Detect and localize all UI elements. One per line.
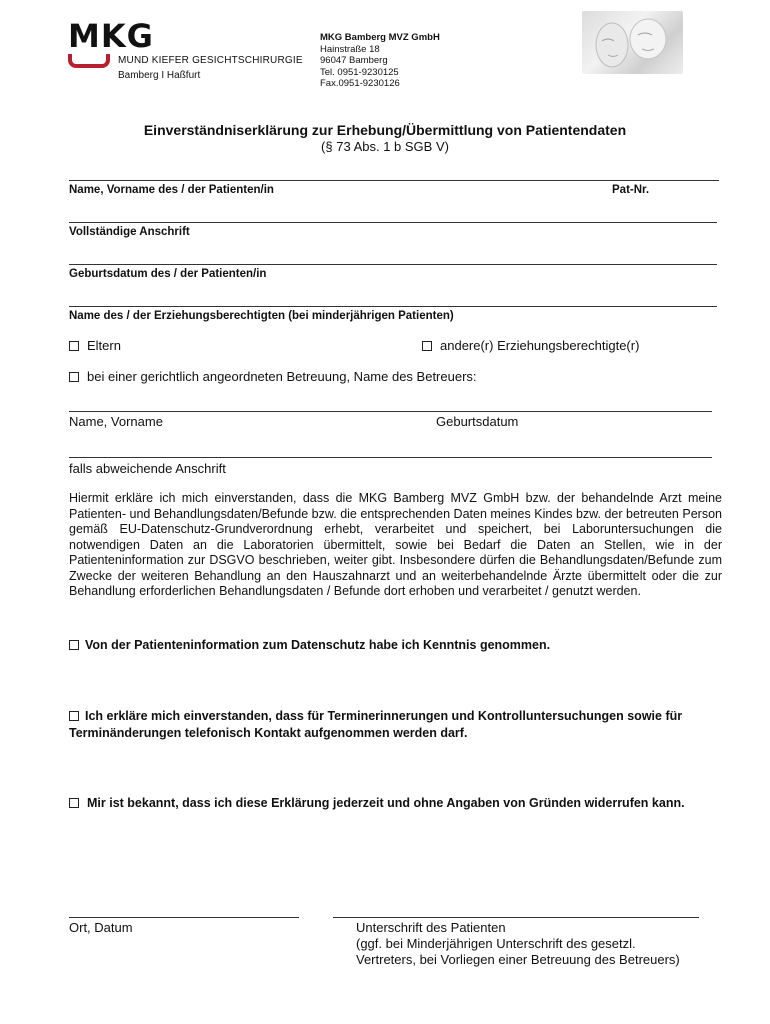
checkbox-phone-contact[interactable] [69,711,79,721]
statement-phone-contact[interactable] [69,708,729,742]
option-court-label: bei einer gerichtlich angeordneten Betreuung, Name des Betreuers: [87,369,477,384]
company-name: MKG Bamberg MVZ GmbH [320,32,440,43]
place-date-line[interactable] [69,917,299,918]
option-other-guardian[interactable] [422,338,639,353]
caretaker-address-line[interactable] [69,457,712,458]
address-label: Vollständige Anschrift [69,226,190,238]
option-court[interactable] [69,369,477,384]
signature-block [356,920,680,968]
checkbox-parents[interactable] [69,341,79,351]
place-date-label: Ort, Datum [69,920,133,935]
patient-name-label: Name, Vorname des / der Patienten/in [69,184,274,196]
guardian-label: Name des / der Erziehungsberechtigten (bei minderjährigen Patienten) [69,310,454,322]
statement-revocation-text: Mir ist bekannt, dass ich diese Erklärung jederzeit und ohne Angaben von Gründen widerrufen kann. [87,796,685,810]
patient-name-line[interactable] [69,180,719,181]
statement-phone-contact-text: Ich erkläre mich einverstanden, dass für Terminerinnerungen und Kontrolluntersuchungen sowie für Terminänderungen telefonisch Kontakt aufgenommen werden darf. [69,709,683,740]
signature-note-2: Vertreters, bei Vorliegen einer Betreuung des Betreuers) [356,952,680,967]
birthdate-label: Geburtsdatum des / der Patienten/in [69,268,267,280]
mkg-logo [68,17,303,90]
checkbox-other-guardian[interactable] [422,341,432,351]
option-other-guardian-label: andere(r) Erziehungsberechtigte(r) [440,338,640,353]
company-street: Hainstraße 18 [320,43,380,55]
caretaker-name-line[interactable] [69,411,712,412]
statement-revocation[interactable] [69,795,729,812]
logo-subtitle: MUND KIEFER GESICHTSCHIRURGIE [118,55,303,66]
company-address [320,32,440,90]
company-city: 96047 Bamberg [320,55,388,66]
checkbox-court[interactable] [69,372,79,382]
company-tel: Tel. 0951-9230125 [320,66,399,78]
signature-label: Unterschrift des Patienten [356,920,506,935]
statement-privacy-info-text: Von der Patienteninformation zum Datenschutz habe ich Kenntnis genommen. [85,638,551,652]
statement-privacy-info[interactable] [69,637,729,654]
caretaker-address-label: falls abweichende Anschrift [69,461,226,476]
company-fax: Fax.0951-9230126 [320,78,400,89]
birthdate-line[interactable] [69,264,717,265]
caretaker-birthdate-label: Geburtsdatum [436,414,519,429]
consent-paragraph: Hiermit erkläre ich mich einverstanden, dass die MKG Bamberg MVZ GmbH bzw. der behandelnde Arzt meine Patienten- und Behandlungsdaten/Befunde bzw. die entsprechenden Daten meines Kindes bzw. der betreuten Person gemäß EU-Datenschutz-Grundverordnung erhebt, verarbeitet und speichert, bei Laboruntersuchungen die notwendigen Daten an die Laboratorien übermittelt, sowie bei Bedarf die Daten an Stellen, wie in der Patienteninformation zur DSGVO beschrieben, weiter gibt. Insbesondere dürfen die Behandlungsdaten/Befunde zum Zwecke der weiteren Behandlung an den Hauszahnarzt und an weiterbehandelnde Ärzte übermittelt oder die zur Behandlung erforderlichen Behandlungsdaten / Befunde dort erhoben und verarbeitet / genutzt werden. [69,491,722,598]
pat-nr-label: Pat-Nr. [612,184,650,196]
option-parents-label: Eltern [87,338,121,353]
signature-line[interactable] [333,917,699,918]
document-title: Einverständniserklärung zur Erhebung/Übermittlung von Patientendaten [143,122,627,138]
document-subtitle: (§ 73 Abs. 1 b SGB V) [321,139,449,154]
logo-smile-mark [68,54,110,68]
sculpture-photo [582,11,683,74]
checkbox-revocation[interactable] [69,798,79,808]
address-line[interactable] [69,222,717,223]
option-parents[interactable] [69,338,121,353]
signature-note-1: (ggf. bei Minderjährigen Unterschrift des gesetzl. [356,936,636,951]
logo-letters: MKG [68,17,154,55]
guardian-line[interactable] [69,306,717,307]
logo-locations: Bamberg I Haßfurt [118,70,201,81]
checkbox-privacy-info[interactable] [69,640,79,650]
caretaker-name-label: Name, Vorname [69,414,163,429]
